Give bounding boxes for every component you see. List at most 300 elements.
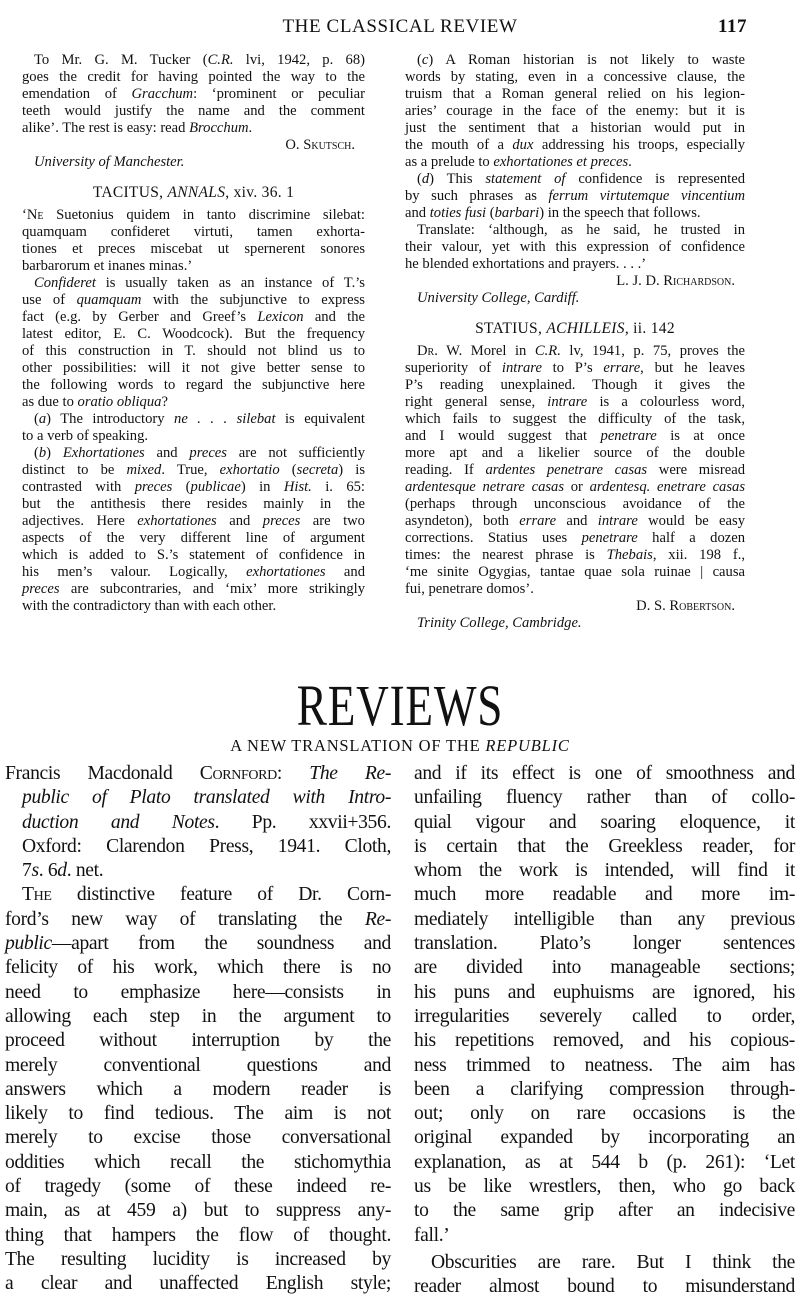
text-run: quamquam confideret virtuti, tamen exhorta- bbox=[22, 224, 365, 240]
text-line bbox=[22, 184, 365, 201]
text-line bbox=[22, 513, 365, 530]
text-run: their valour, yet with this expression of confidence bbox=[405, 239, 745, 255]
text-line bbox=[405, 273, 745, 290]
text-run: Re- bbox=[364, 908, 391, 930]
text-run: confidence is represented bbox=[565, 171, 745, 187]
text-run: ness trimmed to neatness. The aim has bbox=[414, 1054, 795, 1076]
text-run: statement of bbox=[485, 171, 566, 187]
text-run: answers which a modern reader is bbox=[5, 1078, 391, 1100]
text-line bbox=[414, 1275, 795, 1299]
text-line bbox=[405, 239, 745, 256]
text-run: ) The introductory bbox=[46, 411, 175, 427]
text-run: O. Skutsch. bbox=[285, 137, 355, 153]
page-number: 117 bbox=[718, 16, 747, 37]
text-run: as a prelude to bbox=[405, 154, 494, 170]
text-run: ferrum virtutemque vincentium bbox=[548, 188, 745, 204]
text-line bbox=[5, 981, 391, 1005]
sig-block bbox=[405, 273, 745, 290]
text-line bbox=[5, 1102, 391, 1126]
text-run: would be easy bbox=[637, 513, 745, 529]
text-run: (perhaps through unconscious avoidance of the bbox=[405, 496, 745, 512]
text-line bbox=[5, 932, 391, 956]
text-line bbox=[5, 908, 391, 932]
sig-block bbox=[405, 598, 745, 615]
text-run: his puns and euphuisms are ignored, his bbox=[414, 981, 795, 1003]
section-title-reviews: REVIEWS bbox=[296, 673, 504, 738]
text-line bbox=[405, 103, 745, 120]
para-block bbox=[405, 171, 745, 222]
text-line bbox=[414, 1151, 795, 1175]
text-run: ‘me sinite Ogygias, tantae quae sola ruinae | causa bbox=[405, 564, 745, 580]
text-run: aspects of the very different line of argument bbox=[22, 530, 365, 546]
text-line bbox=[405, 154, 745, 171]
text-run: words by stating, even in a concessive clause, the bbox=[405, 69, 745, 85]
text-run: b bbox=[38, 445, 47, 461]
text-run: is certain that the Greekless reader, for bbox=[414, 835, 795, 857]
text-line bbox=[414, 908, 795, 932]
text-run: addressing his troops, especially bbox=[533, 137, 745, 153]
text-run: is a colourless word, bbox=[587, 394, 745, 410]
text-line bbox=[22, 530, 365, 547]
text-run: mixed bbox=[126, 462, 162, 478]
text-run: latest editor, E. C. Woodcock). But the frequency bbox=[22, 326, 365, 342]
text-run: L. J. D. Richardson. bbox=[616, 273, 735, 289]
text-line bbox=[5, 1078, 391, 1102]
text-line bbox=[405, 462, 745, 479]
text-run: thing that hampers the flow of thought. bbox=[5, 1224, 391, 1246]
text-line bbox=[5, 1199, 391, 1223]
text-line bbox=[414, 1175, 795, 1199]
text-run: ford’s new way of translating the bbox=[5, 908, 365, 930]
text-run: ANNALS bbox=[167, 184, 226, 201]
text-run: Exhortationes bbox=[62, 445, 145, 461]
text-run: half a dozen bbox=[637, 530, 745, 546]
text-run: with the contradictory than with each other. bbox=[22, 598, 277, 614]
text-run: ) is bbox=[338, 462, 366, 478]
text-line bbox=[405, 411, 745, 428]
text-run: ( bbox=[34, 411, 39, 427]
text-line bbox=[22, 224, 365, 241]
text-run: public bbox=[5, 933, 52, 955]
text-run: irregularities severely called to order, bbox=[414, 1005, 795, 1027]
text-run: reader almost bound to misunderstand bbox=[414, 1276, 795, 1298]
text-run: right general sense, bbox=[405, 394, 548, 410]
text-run: more apt and a likelier source of the double bbox=[405, 445, 745, 461]
text-run: distinct to be bbox=[22, 462, 127, 478]
text-run: ) bbox=[46, 445, 63, 461]
text-run: exhortationes bbox=[137, 513, 217, 529]
text-line bbox=[22, 120, 365, 137]
text-run: much more readable and more im- bbox=[414, 884, 795, 906]
affil-block bbox=[22, 154, 365, 171]
para-block bbox=[22, 411, 365, 445]
text-line bbox=[414, 883, 795, 907]
text-line bbox=[22, 428, 365, 445]
text-line bbox=[5, 835, 391, 859]
text-run: emendation of bbox=[22, 86, 132, 102]
text-run: ) in bbox=[240, 479, 284, 495]
text-run: i. 65: bbox=[311, 479, 365, 495]
text-line bbox=[405, 479, 745, 496]
text-run: exhortatio bbox=[219, 462, 280, 478]
text-line bbox=[414, 1029, 795, 1053]
text-line bbox=[405, 137, 745, 154]
text-run: toties fusi bbox=[429, 205, 487, 221]
text-run: is usually taken as an instance of T.’s bbox=[95, 275, 365, 291]
text-run: teeth would justify the name and the comment bbox=[22, 103, 365, 119]
text-run: a clear and unaffected English style; bbox=[5, 1273, 391, 1295]
text-run: . bbox=[628, 154, 632, 170]
text-run: ( bbox=[486, 205, 495, 221]
text-line bbox=[405, 530, 745, 547]
text-run: Lexicon bbox=[257, 309, 304, 325]
text-run: penetrare bbox=[581, 530, 638, 546]
text-run: the following words to regard the subjunctive here bbox=[22, 377, 365, 393]
text-run: fall.’ bbox=[414, 1224, 450, 1246]
text-line bbox=[5, 786, 391, 810]
text-run: ( bbox=[417, 52, 422, 68]
text-run: ne . . . silebat bbox=[174, 411, 276, 427]
text-line bbox=[5, 762, 391, 786]
text-run: are not sufficiently bbox=[226, 445, 366, 461]
text-run: W. Morel in bbox=[437, 343, 535, 359]
text-run: his repetitions removed, and his copious- bbox=[414, 1030, 795, 1052]
text-run: lv, 1941, p. 75, proves the bbox=[560, 343, 746, 359]
bottom-left-column bbox=[5, 762, 391, 1297]
text-line bbox=[5, 811, 391, 835]
text-line bbox=[22, 275, 365, 292]
para-block bbox=[22, 445, 365, 615]
text-line bbox=[405, 360, 745, 377]
text-line bbox=[22, 598, 365, 615]
text-run: asyndeton), both bbox=[405, 513, 520, 529]
text-run: barbarorum et inanes minas.’ bbox=[22, 258, 193, 274]
text-line bbox=[414, 1102, 795, 1126]
text-line bbox=[22, 292, 365, 309]
text-line bbox=[22, 394, 365, 411]
para-block bbox=[22, 52, 365, 137]
text-line bbox=[405, 496, 745, 513]
top-left-column bbox=[22, 52, 365, 615]
text-line bbox=[405, 69, 745, 86]
text-line bbox=[405, 86, 745, 103]
text-run: and bbox=[216, 513, 263, 529]
text-run: alike’. The rest is easy: read bbox=[22, 120, 190, 136]
text-run: : bbox=[276, 763, 310, 784]
text-run: are divided into manageable sections; bbox=[414, 957, 795, 979]
para-cont-block bbox=[414, 762, 795, 1248]
text-line bbox=[414, 859, 795, 883]
text-run: superiority of bbox=[405, 360, 502, 376]
text-run: Trinity College, Cambridge. bbox=[417, 615, 582, 631]
text-run: preces bbox=[134, 479, 173, 495]
text-line bbox=[405, 428, 745, 445]
text-line bbox=[414, 956, 795, 980]
text-run: ardentesque netrare casas bbox=[405, 479, 565, 495]
text-run: errare bbox=[519, 513, 557, 529]
para-block bbox=[405, 343, 745, 598]
text-run: original expanded by incorporating an bbox=[414, 1127, 795, 1149]
text-run: need to emphasize here—consists in bbox=[5, 981, 391, 1003]
text-run: been a clarifying compression through- bbox=[414, 1078, 795, 1100]
text-run: reading. If bbox=[405, 462, 486, 478]
text-line bbox=[405, 581, 745, 598]
text-line bbox=[22, 309, 365, 326]
text-run: The Re- bbox=[309, 763, 391, 784]
text-line bbox=[405, 222, 745, 239]
text-run: preces bbox=[22, 581, 60, 597]
sig-block bbox=[22, 137, 365, 154]
text-run: to P’s bbox=[541, 360, 604, 376]
text-run: publicae bbox=[190, 479, 241, 495]
text-line bbox=[405, 547, 745, 564]
para-block bbox=[405, 222, 745, 273]
text-run: merely to excise those conversational bbox=[5, 1127, 391, 1149]
text-run: lvi, 1942, p. 68) bbox=[233, 52, 365, 68]
text-run: ardentes penetrare casas bbox=[485, 462, 648, 478]
text-line bbox=[405, 52, 745, 69]
text-line bbox=[414, 1126, 795, 1150]
text-run: D. S. Robertson. bbox=[636, 598, 735, 614]
text-run: ) This bbox=[429, 171, 486, 187]
text-run: errare bbox=[603, 360, 641, 376]
text-line bbox=[22, 241, 365, 258]
text-line bbox=[405, 171, 745, 188]
text-run: secreta bbox=[296, 462, 339, 478]
text-run: University College, Cardiff. bbox=[417, 290, 580, 306]
text-line bbox=[414, 1054, 795, 1078]
text-line bbox=[405, 256, 745, 273]
text-line bbox=[22, 411, 365, 428]
text-run: tiones et preces miscebat ut spernerent sonores bbox=[22, 241, 365, 257]
text-run: felicity of his work, which there is no bbox=[5, 957, 391, 979]
text-run: preces bbox=[189, 445, 227, 461]
text-run: ‘ bbox=[22, 207, 27, 223]
text-line bbox=[414, 835, 795, 859]
text-run: merely conventional questions and bbox=[5, 1054, 391, 1076]
text-run: dux bbox=[512, 137, 534, 153]
text-run: translation. Plato’s longer sentences bbox=[414, 933, 795, 955]
text-run: exhortationes et preces bbox=[493, 154, 629, 170]
heading-block bbox=[405, 320, 745, 337]
text-line bbox=[414, 932, 795, 956]
text-run: , xiv. 36. 1 bbox=[225, 184, 295, 201]
text-line bbox=[22, 343, 365, 360]
text-run: explanation, as at 544 b (p. 261): ‘Let bbox=[414, 1151, 795, 1173]
text-run: distinctive feature of Dr. Corn- bbox=[51, 884, 391, 906]
para-start-block bbox=[5, 883, 391, 1296]
text-line bbox=[22, 462, 365, 479]
text-line bbox=[22, 103, 365, 120]
text-run: the mouth of a bbox=[405, 137, 513, 153]
text-line bbox=[22, 377, 365, 394]
text-line bbox=[5, 859, 391, 883]
text-run: d bbox=[57, 860, 67, 882]
text-run: is at once bbox=[656, 428, 745, 444]
text-run: of tragedy (some of these indeed re- bbox=[5, 1176, 391, 1198]
text-run: were misread bbox=[647, 462, 745, 478]
text-run: 7 bbox=[22, 860, 32, 882]
heading-block bbox=[22, 184, 365, 201]
text-run: just the sentiment that a historian would put in bbox=[405, 120, 745, 136]
text-line bbox=[405, 394, 745, 411]
text-line bbox=[22, 326, 365, 343]
para-block bbox=[22, 275, 365, 411]
text-line bbox=[5, 1248, 391, 1272]
text-run: oratio obliqua bbox=[77, 394, 162, 410]
text-line bbox=[22, 69, 365, 86]
text-run: and bbox=[325, 564, 365, 580]
text-run: Cornford bbox=[199, 763, 277, 784]
text-line bbox=[405, 615, 745, 632]
text-run: ( bbox=[172, 479, 191, 495]
text-run: ( bbox=[34, 445, 39, 461]
text-run: are subcontraries, and ‘mix’ more strikingly bbox=[59, 581, 365, 597]
review-subtitle bbox=[0, 736, 800, 756]
text-run: preces bbox=[262, 513, 301, 529]
text-run: quamquam bbox=[76, 292, 142, 308]
text-run: Brocchum bbox=[189, 120, 249, 136]
text-line bbox=[22, 547, 365, 564]
text-line bbox=[5, 1029, 391, 1053]
text-run: and the bbox=[303, 309, 366, 325]
text-run: aries’ courage in the face of the enemy: but it is bbox=[405, 103, 745, 119]
text-line bbox=[414, 981, 795, 1005]
text-run: Suetonius quidem in tanto discrimine silebat: bbox=[43, 207, 365, 223]
text-run: intrare bbox=[501, 360, 542, 376]
text-run: with the subjunctive to express bbox=[141, 292, 365, 308]
subtitle-roman: A NEW TRANSLATION OF THE bbox=[230, 736, 486, 755]
text-run: main, as at 459 a) but to suppress any- bbox=[5, 1200, 391, 1222]
text-run: Gracchum bbox=[131, 86, 194, 102]
text-run: contrasted with bbox=[22, 479, 135, 495]
text-run: Obscurities are rare. But I think the bbox=[431, 1251, 795, 1273]
text-run: ACHILLEIS bbox=[546, 320, 625, 337]
text-run: duction and Notes bbox=[22, 811, 215, 833]
subtitle-italic: REPUBLIC bbox=[485, 736, 570, 755]
text-line bbox=[414, 1251, 795, 1275]
text-run: TACITUS, bbox=[92, 184, 168, 201]
text-run: Francis Macdonald bbox=[5, 763, 200, 784]
text-run: The resulting lucidity is increased by bbox=[5, 1248, 391, 1270]
text-run: ) in the speech that follows. bbox=[539, 205, 701, 221]
text-run: Hist. bbox=[283, 479, 312, 495]
text-run: Confideret bbox=[34, 275, 96, 291]
text-run: , but he leaves bbox=[640, 360, 745, 376]
text-line bbox=[22, 154, 365, 171]
text-line bbox=[405, 598, 745, 615]
text-line bbox=[5, 1054, 391, 1078]
text-run: and I would suggest that bbox=[405, 428, 601, 444]
text-run: to the same grip after an indecisive bbox=[414, 1200, 795, 1222]
top-right-column bbox=[405, 52, 745, 632]
text-line bbox=[5, 883, 391, 907]
text-line bbox=[405, 564, 745, 581]
text-run: ( bbox=[279, 462, 297, 478]
text-line bbox=[22, 360, 365, 377]
text-run: Translate: ‘although, as he said, he trusted in bbox=[417, 222, 745, 238]
affil-block bbox=[405, 290, 745, 307]
text-run: . Pp. xxvii+356. bbox=[214, 811, 392, 833]
text-run: intrare bbox=[597, 513, 638, 529]
text-line bbox=[405, 290, 745, 307]
text-line bbox=[414, 1005, 795, 1029]
text-line bbox=[414, 786, 795, 810]
text-run: corrections. Statius uses bbox=[405, 530, 582, 546]
text-run: out; only on rare occasions is the bbox=[414, 1103, 795, 1125]
text-run: allowing each step in the argument to bbox=[5, 1005, 391, 1027]
text-run: The bbox=[22, 884, 52, 906]
text-line bbox=[22, 496, 365, 513]
text-line bbox=[405, 445, 745, 462]
text-run: ( bbox=[417, 171, 422, 187]
text-run: truism that a Roman general relied on his legion- bbox=[405, 86, 745, 102]
text-line bbox=[405, 188, 745, 205]
text-run: proceed without interruption by the bbox=[5, 1030, 391, 1052]
text-run: To Mr. G. M. Tucker ( bbox=[34, 52, 208, 68]
text-run: which fails to suggest the difficulty of the task, bbox=[405, 411, 745, 427]
running-head: THE CLASSICAL REVIEW bbox=[282, 16, 518, 37]
text-run: his men’s valour. Logically, bbox=[22, 564, 247, 580]
text-line bbox=[5, 956, 391, 980]
text-run: Oxford: Clarendon Press, 1941. Cloth, bbox=[22, 835, 391, 857]
text-line bbox=[22, 137, 365, 154]
text-line bbox=[22, 86, 365, 103]
text-line bbox=[22, 207, 365, 224]
text-run: intrare bbox=[547, 394, 588, 410]
text-run: : ‘prominent or peculiar bbox=[193, 86, 365, 102]
text-run: likely to find tedious. The aim is not bbox=[5, 1103, 391, 1125]
para-block bbox=[405, 52, 745, 171]
text-line bbox=[414, 811, 795, 835]
text-line bbox=[405, 377, 745, 394]
text-run: oddities which recall the stichomythia bbox=[5, 1151, 391, 1173]
quote-block bbox=[22, 207, 365, 275]
text-line bbox=[414, 1078, 795, 1102]
text-run: us be like wrestlers, then, who go back bbox=[414, 1176, 795, 1198]
text-line bbox=[22, 258, 365, 275]
text-run: Ne bbox=[26, 207, 44, 223]
text-run: . net. bbox=[66, 860, 104, 882]
text-run: C.R. bbox=[207, 52, 234, 68]
citation-block bbox=[5, 762, 391, 883]
text-run: P’s reading unexplained. Though it gives the bbox=[405, 377, 745, 393]
text-run: public of Plato translated with Intro- bbox=[22, 787, 391, 809]
text-run: , ii. 142 bbox=[624, 320, 675, 337]
text-line bbox=[5, 1175, 391, 1199]
text-line bbox=[414, 762, 795, 786]
text-run: goes the credit for having pointed the way to the bbox=[22, 69, 365, 85]
text-run: and bbox=[405, 205, 430, 221]
text-line bbox=[405, 513, 745, 530]
para-block bbox=[414, 1251, 795, 1300]
text-run: c bbox=[421, 52, 429, 68]
text-run: are two bbox=[300, 513, 365, 529]
text-run: times: the nearest phrase is bbox=[405, 547, 607, 563]
text-run: . bbox=[248, 120, 253, 136]
text-run: ) A Roman historian is not likely to waste bbox=[428, 52, 745, 68]
text-run: —apart from the soundness and bbox=[51, 933, 391, 955]
text-run: Thebais bbox=[606, 547, 653, 563]
text-run: exhortationes bbox=[246, 564, 326, 580]
text-run: unfailing fluency rather than of collo- bbox=[414, 787, 795, 809]
text-run: he blended exhortations and prayers. . . .’ bbox=[405, 256, 647, 272]
text-line bbox=[405, 120, 745, 137]
text-run: d bbox=[421, 171, 430, 187]
text-run: mediately intelligible than any previous bbox=[414, 908, 795, 930]
text-line bbox=[414, 1199, 795, 1223]
text-line bbox=[22, 52, 365, 69]
